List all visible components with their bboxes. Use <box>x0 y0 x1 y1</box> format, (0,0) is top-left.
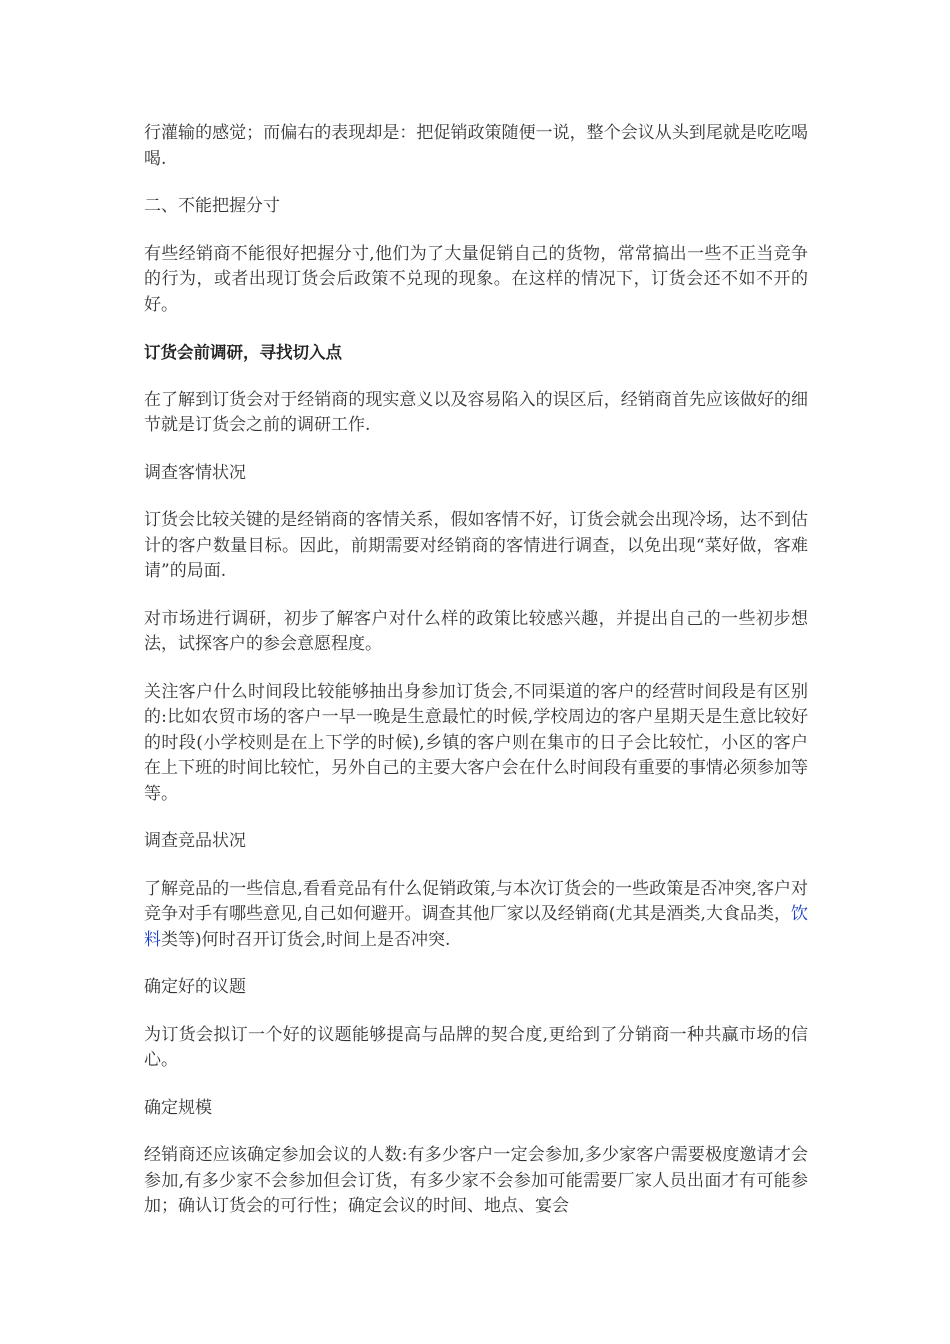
paragraph-3: 有些经销商不能很好把握分寸,他们为了大量促销自己的货物，常常搞出一些不正当竞争的行为，或者出现订货会后政策不兑现的现象。在这样的情况下，订货会还不如不开的好。 <box>144 243 808 315</box>
paragraph-14: 经销商还应该确定参加会议的人数:有多少客户一定会参加,多少家客户需要极度邀请才会参加,有多少家不会参加但会订货，有多少家不会参加可能需要厂家人员出面才有可能参加；确认订货会的可行性；确定会议的时间、地点、宴会 <box>144 1145 808 1216</box>
section-title-cannot-grasp: 二、不能把握分寸 <box>144 196 280 216</box>
subheading-competitor-status: 调查竞品状况 <box>144 831 246 851</box>
paragraph-10 <box>144 877 808 954</box>
subheading-customer-relations: 调查客情状况 <box>144 462 246 483</box>
paragraph-8: 关注客户什么时间段比较能够抽出身参加订货会,不同渠道的客户的经营时间段是有区别的:比如农贸市场的客户一早一晚是生意最忙的时候,学校周边的客户星期天是生意比较好的时段(小学校则是在上下学的时候),乡镇的客户则在集市的日子会比较忙，小区的客户在上下班的时间比较忙，另外自己的主要大客户会在什么时间段有重要的事情必须参加等等。 <box>144 681 808 804</box>
subheading-define-topic: 确定好的议题 <box>144 977 246 997</box>
heading-pre-meeting-research: 订货会前调研，寻找切入点 <box>144 343 342 362</box>
paragraph-4: 在了解到订货会对于经销商的现实意义以及容易陷入的误区后，经销商首先应该做好的细节就是订货会之前的调研工作. <box>144 389 808 435</box>
document-body <box>144 121 808 1242</box>
paragraph-6: 订货会比较关键的是经销商的客情关系，假如客情不好，订货会就会出现冷场，达不到估计的客户数量目标。因此，前期需要对经销商的客情进行调查，以免出现“菜好做，客难请”的局面. <box>144 510 808 581</box>
paragraph-7: 对市场进行调研，初步了解客户对什么样的政策比较感兴趣，并提出自己的一些初步想法，试探客户的参会意愿程度。 <box>144 608 808 654</box>
paragraph-12: 为订货会拟订一个好的议题能够提高与品牌的契合度,更给到了分销商一种共赢市场的信心。 <box>144 1024 808 1070</box>
paragraph-10-part-b: 类等)何时召开订货会,时间上是否冲突. <box>161 929 451 950</box>
paragraph-1: 行灌输的感觉；而偏右的表现却是：把促销政策随便一说，整个会议从头到尾就是吃吃喝喝. <box>144 123 808 169</box>
beverage-link[interactable]: 饮料 <box>144 904 808 950</box>
subheading-define-scale: 确定规模 <box>144 1097 212 1118</box>
paragraph-10-part-a: 了解竞品的一些信息,看看竞品有什么促销政策,与本次订货会的一些政策是否冲突,客户对竞争对手有哪些意见,自己如何避开。调查其他厂家以及经销商(尤其是酒类,大食品类， <box>144 878 808 924</box>
